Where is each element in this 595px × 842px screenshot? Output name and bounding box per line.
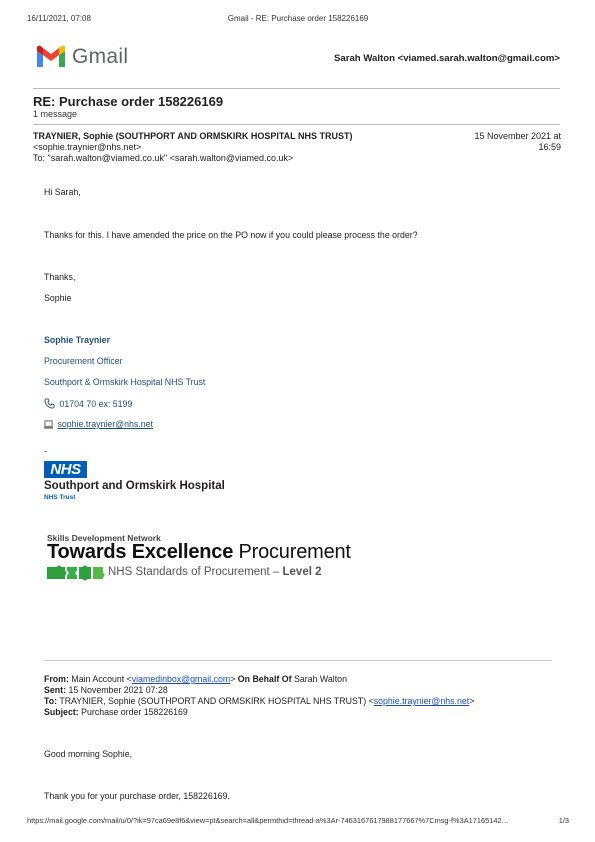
te-standards-text: NHS Standards of Procurement – bbox=[108, 566, 280, 578]
print-footer bbox=[27, 816, 569, 828]
forwarded-from bbox=[44, 674, 347, 684]
forwarded-subject bbox=[44, 707, 188, 717]
te-title bbox=[47, 541, 351, 564]
page-number: 1/3 bbox=[558, 816, 569, 825]
fwd-from-close: > bbox=[230, 674, 236, 684]
divider bbox=[33, 88, 560, 89]
body-thanks: Thanks, bbox=[44, 272, 76, 282]
computer-icon bbox=[44, 420, 53, 429]
signature-email-row bbox=[44, 419, 153, 429]
signature-name: Sophie Traynier bbox=[44, 335, 110, 345]
signature-phone-row bbox=[44, 398, 132, 409]
phone-icon bbox=[44, 398, 55, 409]
account-label: Sarah Walton <viamed.sarah.walton@gmail.com> bbox=[334, 53, 560, 64]
print-header bbox=[27, 14, 569, 26]
te-title-bold: Towards Excellence bbox=[47, 541, 234, 563]
divider bbox=[33, 124, 560, 125]
gmail-wordmark: Gmail bbox=[72, 45, 129, 68]
fwd-from-name: Main Account < bbox=[71, 674, 132, 684]
print-url: https://mail.google.com/mail/u/0/?ik=97ca69e8f6&view=pt&search=all&permthid=thread-a%3Ar-7463167617988177667%7Cmsg-f%3A17165142… bbox=[27, 816, 509, 825]
recipient-line: To: "sarah.walton@viamed.co.uk" <sarah.walton@viamed.co.uk> bbox=[33, 153, 294, 163]
fwd-subject-label: Subject: bbox=[44, 707, 79, 717]
thread-subject: RE: Purchase order 158226169 bbox=[33, 94, 224, 109]
fwd-to-email-link[interactable]: sophie.traynier@nhs.net bbox=[373, 696, 470, 706]
gmail-m-icon bbox=[35, 45, 67, 69]
body-line: Thanks for this. I have amended the price on the PO now if you could please process the order? bbox=[44, 230, 418, 240]
nhs-logo-trust: NHS Trust bbox=[44, 494, 76, 501]
sender-email: <sophie.traynier@nhs.net> bbox=[33, 142, 142, 152]
te-level: Level 2 bbox=[282, 566, 322, 578]
gmail-logo[interactable] bbox=[33, 42, 133, 72]
te-standards bbox=[108, 566, 322, 578]
nhs-logo-org: Southport and Ormskirk Hospital bbox=[44, 480, 225, 492]
fwd-to-close: > bbox=[469, 696, 475, 706]
te-network-label: Skills Development Network bbox=[47, 533, 161, 543]
sender-name: TRAYNIER, Sophie (SOUTHPORT AND ORMSKIRK HOSPITAL NHS TRUST) bbox=[33, 131, 353, 141]
divider bbox=[44, 660, 552, 661]
signature-phone: 01704 70 ex: 5199 bbox=[59, 399, 133, 409]
fwd-from-email-link[interactable]: viamedinbox@gmail.com bbox=[131, 674, 231, 684]
fwd-on-behalf-name: Sarah Walton bbox=[294, 674, 347, 684]
print-page-title: Gmail - RE: Purchase order 158226169 bbox=[227, 14, 369, 23]
forwarded-sent bbox=[44, 685, 168, 695]
body-signoff-name: Sophie bbox=[44, 293, 72, 303]
towards-excellence-logo bbox=[47, 533, 367, 585]
nhs-trust-logo bbox=[44, 461, 244, 505]
fwd-greeting: Good morning Sophie, bbox=[44, 749, 133, 759]
fwd-to-value: TRAYNIER, Sophie (SOUTHPORT AND ORMSKIRK HOSPITAL NHS TRUST) < bbox=[59, 696, 374, 706]
print-datetime: 16/11/2021, 07:08 bbox=[27, 14, 91, 23]
body-greeting: Hi Sarah, bbox=[44, 187, 81, 197]
fwd-sent-label: Sent: bbox=[44, 685, 66, 695]
signature-email-link[interactable]: sophie.traynier@nhs.net bbox=[57, 419, 153, 429]
message-count: 1 message bbox=[33, 109, 78, 119]
te-title-light: Procurement bbox=[238, 541, 351, 563]
fwd-to-label: To: bbox=[44, 696, 58, 706]
message-date-line2: 16:59 bbox=[538, 142, 561, 152]
signature-role: Procurement Officer bbox=[44, 356, 123, 366]
separator-dash: - bbox=[44, 446, 47, 456]
message-date-line1: 15 November 2021 at bbox=[474, 131, 561, 141]
signature-org: Southport & Ormskirk Hospital NHS Trust bbox=[44, 377, 206, 387]
forwarded-to bbox=[44, 696, 474, 706]
fwd-from-label: From: bbox=[44, 674, 69, 684]
puzzle-pieces-icon bbox=[47, 565, 105, 581]
fwd-subject-value: Purchase order 158226169 bbox=[81, 707, 188, 717]
fwd-on-behalf-label: On Behalf Of bbox=[237, 674, 292, 684]
fwd-sent-value: 15 November 2021 07:28 bbox=[68, 685, 168, 695]
nhs-logo-box: NHS bbox=[44, 461, 87, 478]
gmail-header bbox=[33, 42, 560, 82]
fwd-body-line: Thank you for your purchase order, 158226169. bbox=[44, 791, 230, 801]
message-date bbox=[461, 131, 561, 153]
